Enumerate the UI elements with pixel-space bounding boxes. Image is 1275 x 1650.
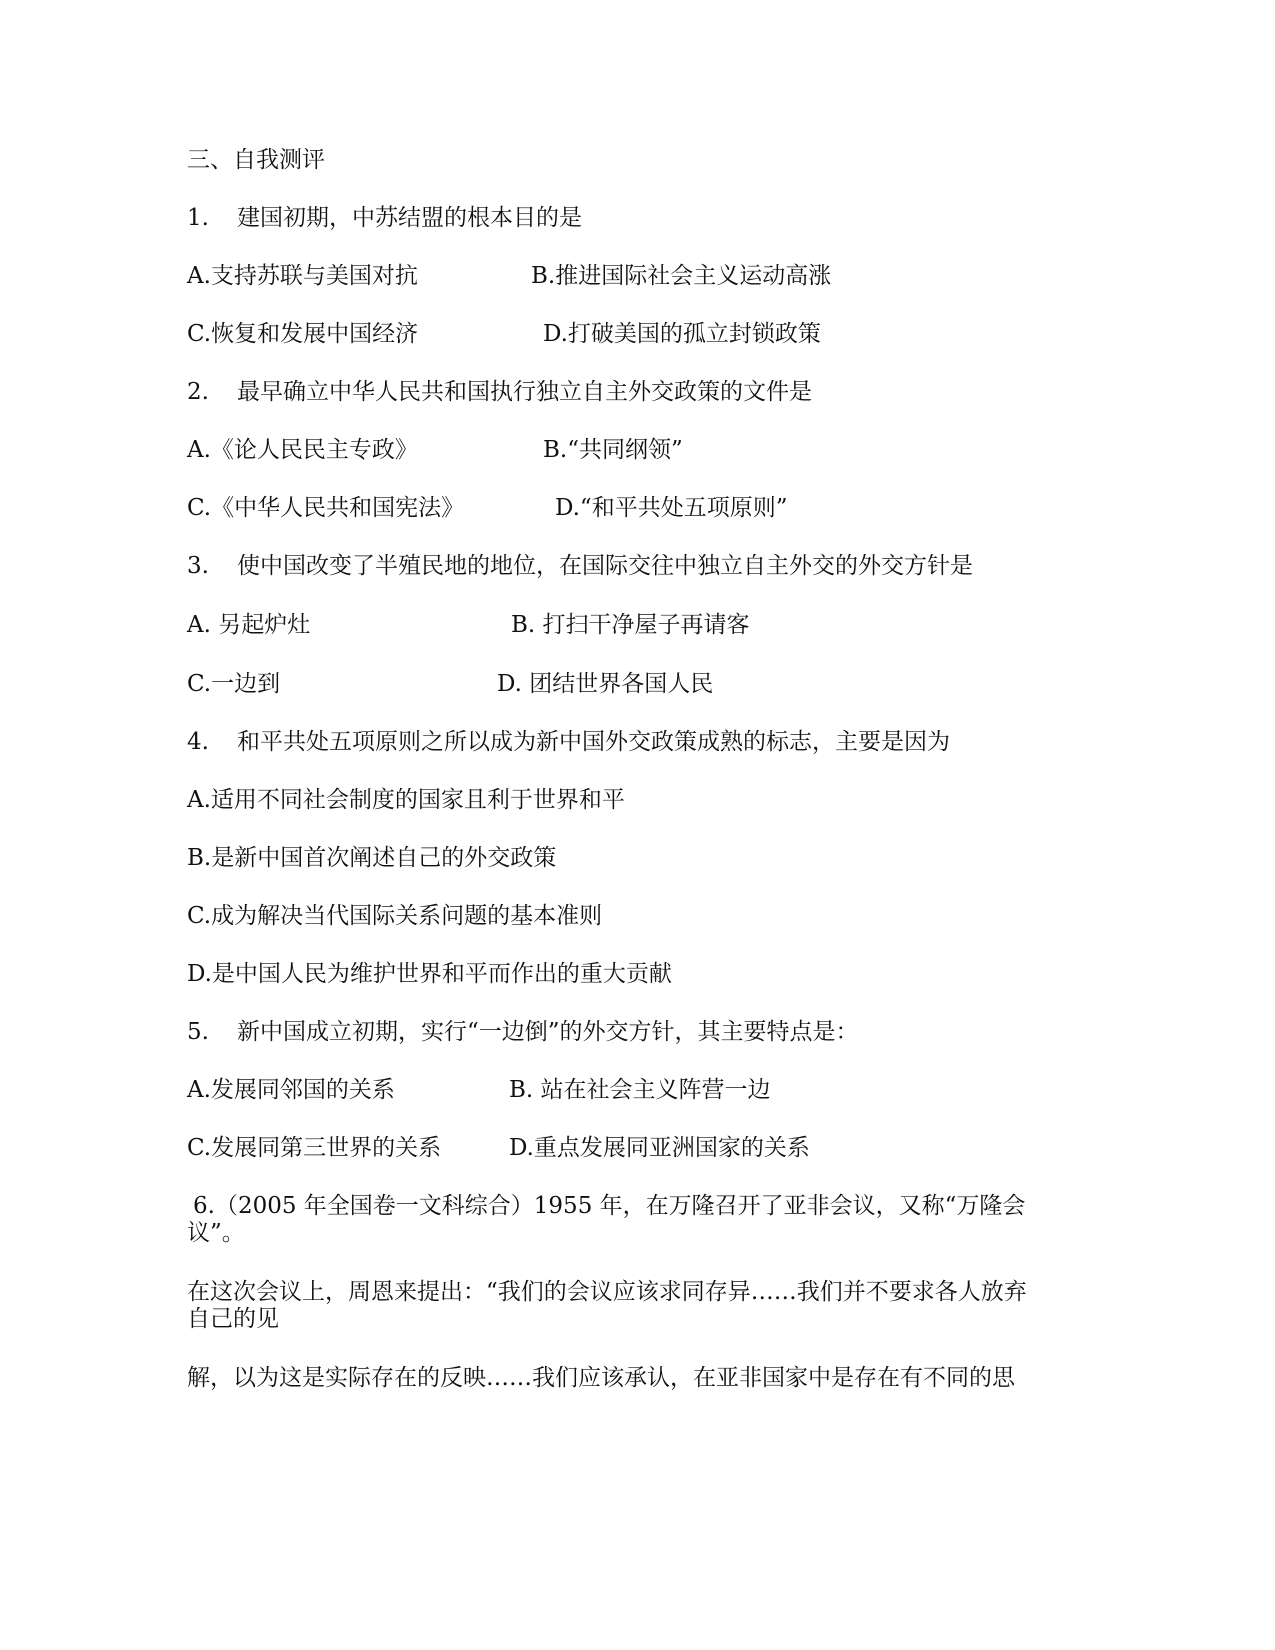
question-3-stem xyxy=(187,551,973,581)
question-1-option-c: C.恢复和发展中国经济 xyxy=(187,321,419,347)
question-1-option-d: D.打破美国的孤立封锁政策 xyxy=(543,321,821,347)
question-1-option-b: B.推进国际社会主义运动高涨 xyxy=(531,263,832,289)
question-6-line-4: 自己的见 xyxy=(187,1306,279,1332)
question-4-option-c: C.成为解决当代国际关系问题的基本准则 xyxy=(187,903,603,929)
question-5-number: 5. xyxy=(187,1019,209,1045)
question-5-option-d: D.重点发展同亚洲国家的关系 xyxy=(509,1135,810,1161)
question-3-text: 使中国改变了半殖民地的地位，在国际交往中独立自主外交的外交方针是 xyxy=(237,553,973,579)
question-2-option-a: A.《论人民民主专政》 xyxy=(187,437,418,463)
question-4-number: 4. xyxy=(187,729,209,755)
question-1-text: 建国初期，中苏结盟的根本目的是 xyxy=(237,205,582,231)
question-3-option-c: C.一边到 xyxy=(187,671,281,697)
question-2-text: 最早确立中华人民共和国执行独立自主外交政策的文件是 xyxy=(237,379,812,405)
question-4-option-a: A.适用不同社会制度的国家且利于世界和平 xyxy=(187,787,625,813)
question-2-stem xyxy=(187,377,812,407)
question-3-number: 3. xyxy=(187,553,209,579)
question-6-line-3: 在这次会议上，周恩来提出：“我们的会议应该求同存异……我们并不要求各人放弃 xyxy=(187,1279,1027,1305)
question-5-text: 新中国成立初期，实行“一边倒”的外交方针，其主要特点是： xyxy=(237,1019,859,1045)
question-1-option-a: A.支持苏联与美国对抗 xyxy=(187,263,418,289)
question-5-stem xyxy=(187,1017,859,1047)
question-3-option-b: B. 打扫干净屋子再请客 xyxy=(511,612,750,638)
question-2-option-c: C.《中华人民共和国宪法》 xyxy=(187,495,465,521)
question-6-line-2: 议”。 xyxy=(187,1220,245,1246)
question-2-option-d: D.“和平共处五项原则” xyxy=(555,495,788,521)
question-4-text: 和平共处五项原则之所以成为新中国外交政策成熟的标志，主要是因为 xyxy=(237,729,950,755)
question-4-stem xyxy=(187,727,950,757)
question-5-option-c: C.发展同第三世界的关系 xyxy=(187,1135,442,1161)
question-5-option-a: A.发展同邻国的关系 xyxy=(187,1077,395,1103)
question-6-line-1: 6.（2005 年全国卷一文科综合）1955 年，在万隆召开了亚非会议，又称“万隆会 xyxy=(193,1193,1026,1219)
question-6-line-5: 解，以为这是实际存在的反映……我们应该承认，在亚非国家中是存在有不同的思 xyxy=(187,1365,1015,1391)
section-title: 三、自我测评 xyxy=(187,147,325,173)
question-3-option-d: D. 团结世界各国人民 xyxy=(497,671,714,697)
question-2-number: 2. xyxy=(187,379,209,405)
question-1-number: 1. xyxy=(187,205,209,231)
question-4-option-d: D.是中国人民为维护世界和平而作出的重大贡献 xyxy=(187,961,672,987)
question-5-option-b: B. 站在社会主义阵营一边 xyxy=(509,1077,771,1103)
question-3-option-a: A. 另起炉灶 xyxy=(187,612,311,638)
question-4-option-b: B.是新中国首次阐述自己的外交政策 xyxy=(187,845,557,871)
question-2-option-b: B.“共同纲领” xyxy=(543,437,683,463)
question-1-stem xyxy=(187,203,582,233)
